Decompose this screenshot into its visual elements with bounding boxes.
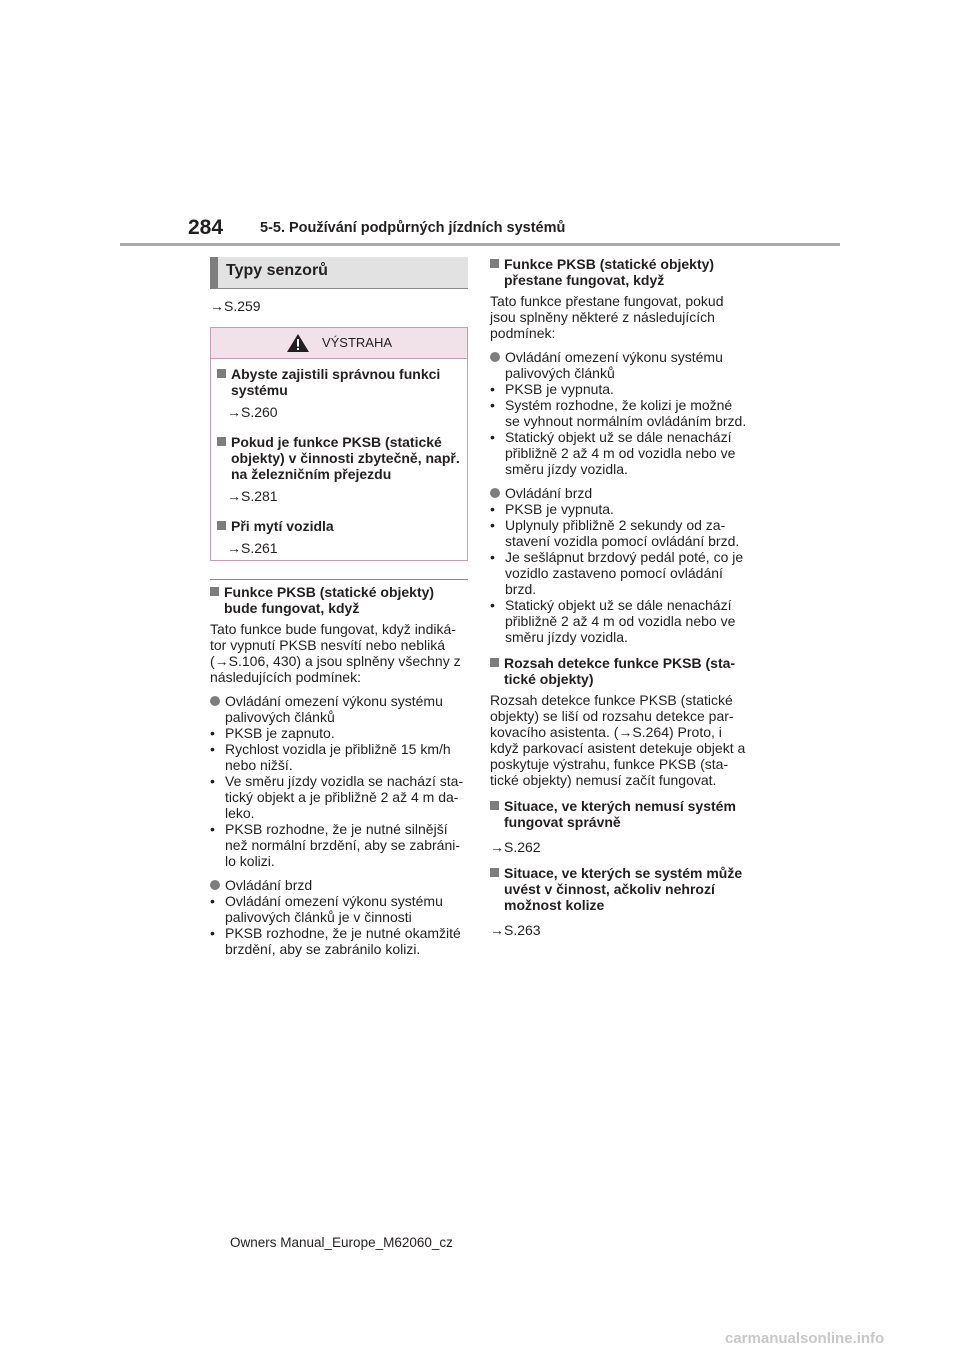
page-number: 284 (188, 216, 224, 239)
warning-header (211, 328, 467, 359)
paragraph: Tato funkce bude fungovat, když indiká-tor vypnutí PKSB nesvítí nebo nebliká (→S.106, 430) a jsou splněny všechny z následujících podmínek: (210, 621, 461, 685)
condition-group: Ovládání omezení výkonu systému palivových článků (490, 349, 748, 381)
square-bullet-icon (217, 369, 226, 378)
square-bullet-icon (490, 658, 499, 667)
divider (210, 579, 468, 580)
footer-text: Owners Manual_Europe_M62060_cz (230, 1235, 453, 1250)
list-item: • Ve směru jízdy vozidla se nachází sta-tický objekt a je přibližně 2 až 4 m da-leko. (210, 773, 464, 821)
list-item: • Systém rozhodne, že kolizi je možné se vyhnout normálním ovládáním brzd. (490, 397, 747, 429)
page-reference[interactable]: →S.261 (227, 540, 278, 556)
list-item: • PKSB je zapnuto. (210, 725, 335, 741)
page-reference[interactable]: →S.281 (227, 488, 278, 504)
list-item: • Statický objekt už se dále nenachází přibližně 2 až 4 m od vozidla nebo ve směru jízdy vozidla. (490, 597, 736, 645)
subsection-heading: Funkce PKSB (statické objekty) přestane fungovat, když (490, 256, 748, 288)
subsection-heading: Situace, ve kterých nemusí systém fungovat správně (490, 798, 748, 830)
square-bullet-icon (217, 437, 226, 446)
page-reference[interactable]: →S.259 (210, 298, 261, 314)
list-item: • Statický objekt už se dále nenachází přibližně 2 až 4 m od vozidla nebo ve směru jízdy vozidla. (490, 429, 736, 477)
section-title: Typy senzorů (210, 257, 468, 289)
square-bullet-icon (490, 259, 499, 268)
paragraph: Tato funkce přestane fungovat, pokud jsou splněny některé z následujících podmínek: (490, 293, 724, 341)
list-item: • Rychlost vozidla je přibližně 15 km/h nebo nižší. (210, 741, 451, 773)
square-bullet-icon (490, 868, 499, 877)
list-item: • PKSB rozhodne, že je nutné silnější než normální brzdění, aby se zabráni-lo kolizi. (210, 821, 461, 869)
condition-group: Ovládání brzd (490, 485, 748, 501)
header-rule (120, 243, 840, 246)
warning-box (210, 327, 468, 561)
warning-triangle-icon (286, 333, 310, 353)
circle-bullet-icon (490, 352, 500, 362)
square-bullet-icon (210, 587, 219, 596)
condition-group: Ovládání brzd (210, 877, 468, 893)
watermark: carmanualsonline.info (725, 1330, 885, 1347)
right-column (490, 256, 748, 938)
subsection-heading: Situace, ve kterých se systém může uvést v činnost, ačkoliv nehrozí možnost kolize (490, 865, 748, 913)
list-item: • PKSB je vypnuta. (490, 501, 614, 517)
warning-heading: Při mytí vozidla (217, 518, 461, 534)
page-reference[interactable]: →S.263 (490, 922, 541, 938)
circle-bullet-icon (210, 696, 220, 706)
subsection-heading: Rozsah detekce funkce PKSB (sta-tické objekty) (490, 655, 748, 687)
page-reference[interactable]: →S.260 (227, 404, 278, 420)
condition-group: Ovládání omezení výkonu systému palivových článků (210, 693, 468, 725)
warning-heading: Pokud je funkce PKSB (statické objekty) v činnosti zbytečně, např. na železničním přejezdu (217, 434, 461, 482)
circle-bullet-icon (490, 488, 500, 498)
list-item: • PKSB je vypnuta. (490, 381, 614, 397)
circle-bullet-icon (210, 880, 220, 890)
warning-heading: Abyste zajistili správnou funkci systému (217, 366, 461, 398)
list-item: • Je sešlápnut brzdový pedál poté, co je vozidlo zastaveno pomocí ovládání brzd. (490, 549, 744, 597)
warning-body (211, 366, 467, 560)
square-bullet-icon (490, 801, 499, 810)
list-item: • PKSB rozhodne, že je nutné okamžité brzdění, aby se zabránilo kolizi. (210, 925, 461, 957)
list-item: • Uplynuly přibližně 2 sekundy od za-stavení vozidla pomocí ovládání brzd. (490, 517, 740, 549)
subsection-heading: Funkce PKSB (statické objekty) bude fungovat, když (210, 584, 468, 616)
left-column (210, 257, 468, 957)
list-item: • Ovládání omezení výkonu systému palivových článků je v činnosti (210, 893, 443, 925)
page-reference[interactable]: →S.262 (490, 839, 541, 855)
chapter-title: 5-5. Používání podpůrných jízdních systémů (260, 220, 566, 236)
paragraph: Rozsah detekce funkce PKSB (statické objekty) se liší od rozsahu detekce par-kovacího asistenta. (→S.264) Proto, i když parkovací asistent detekuje objekt a poskytuje výstrahu, funkce PKSB (sta-tické objekty) nemusí začít fungovat. (490, 692, 746, 788)
square-bullet-icon (217, 521, 226, 530)
warning-title: VÝSTRAHA (321, 335, 393, 350)
